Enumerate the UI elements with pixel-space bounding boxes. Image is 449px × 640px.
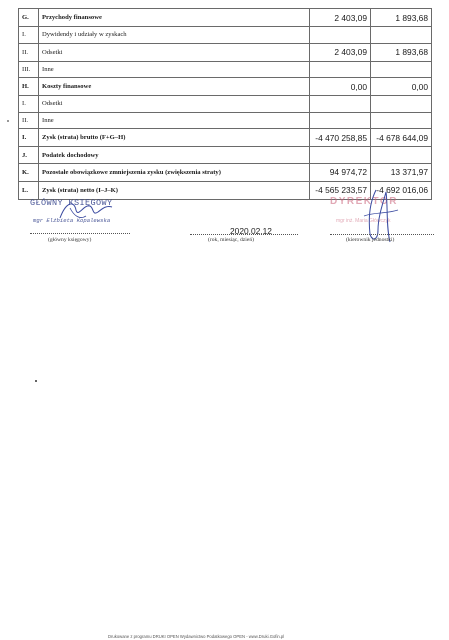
row-code: G. [19,9,39,26]
row-code: II. [19,113,39,129]
row-value-current: -4 470 258,85 [310,129,371,146]
accountant-caption: (główny księgowy) [48,237,92,243]
table-row [19,62,432,79]
row-label: Inne [39,113,310,129]
row-code: H. [19,78,39,95]
table-row [19,27,432,44]
row-code: L. [19,182,39,199]
row-value-current [310,113,371,129]
row-label: Przychody finansowe [39,9,310,26]
row-value-current [310,96,371,112]
table-row [19,96,432,113]
row-label: Koszty finansowe [39,78,310,95]
row-label: Inne [39,62,310,78]
table-row [19,9,432,27]
row-code: K. [19,164,39,181]
accountant-signature-line [30,233,130,234]
row-code: I. [19,96,39,112]
row-value-previous [371,147,432,163]
row-value-previous [371,113,432,129]
row-value-previous: -4 678 644,09 [371,129,432,146]
table-row [19,164,432,182]
director-stamp-subtitle: mgr inż. Maria Główczyk [336,218,391,224]
director-caption: (kierownik jednostki) [346,237,395,243]
row-value-current: 94 974,72 [310,164,371,181]
table-row [19,113,432,130]
row-value-current: 0,00 [310,78,371,95]
row-label: Odsetki [39,44,310,61]
row-code: II. [19,44,39,61]
row-code: I. [19,27,39,43]
table-row [19,44,432,62]
row-value-previous [371,27,432,43]
row-code: III. [19,62,39,78]
row-label: Zysk (strata) netto (I–J–K) [39,182,310,199]
print-footer: Drukowane z programu DRUKI OPEN Wydawnictwo Podatkowego OPEN - www.Druki.Gofin.pl [108,634,285,639]
director-signature-line [330,234,434,235]
table-row [19,78,432,96]
row-value-current: -4 565 233,57 [310,182,371,199]
director-stamp-title: DYREKTOR [330,196,398,207]
row-value-previous [371,96,432,112]
row-value-current [310,27,371,43]
stray-dot [35,380,37,382]
financial-statement-table [18,8,432,200]
row-label: Podatek dochodowy [39,147,310,163]
row-code: J. [19,147,39,163]
row-value-previous: -4 692 016,06 [371,182,432,199]
chief-accountant-stamp [28,194,148,234]
accountant-stamp-title: GŁÓWNY KSIĘGOWY [30,198,113,208]
margin-mark [7,120,9,122]
row-value-current: 2 403,09 [310,44,371,61]
row-value-previous: 13 371,97 [371,164,432,181]
row-label: Odsetki [39,96,310,112]
row-value-current [310,147,371,163]
date-value: 2020.02.12 [230,226,272,236]
row-value-current: 2 403,09 [310,9,371,26]
accountant-signature-icon [56,196,116,226]
row-value-previous: 1 893,68 [371,9,432,26]
row-value-previous: 1 893,68 [371,44,432,61]
date-line [190,234,298,235]
row-code: I. [19,129,39,146]
date-caption: (rok, miesiąc, dzień) [208,237,254,243]
row-label: Dywidendy i udziały w zyskach [39,27,310,43]
row-label: Zysk (strata) brutto (F+G–H) [39,129,310,146]
row-value-previous [371,62,432,78]
accountant-stamp-name: mgr Elżbieta Kopalewska [33,217,111,224]
table-row [19,129,432,147]
table-row [19,147,432,164]
row-value-current [310,62,371,78]
row-label: Pozostałe obowiązkowe zmniejszenia zysku (zwiększenia straty) [39,164,310,181]
row-value-previous: 0,00 [371,78,432,95]
